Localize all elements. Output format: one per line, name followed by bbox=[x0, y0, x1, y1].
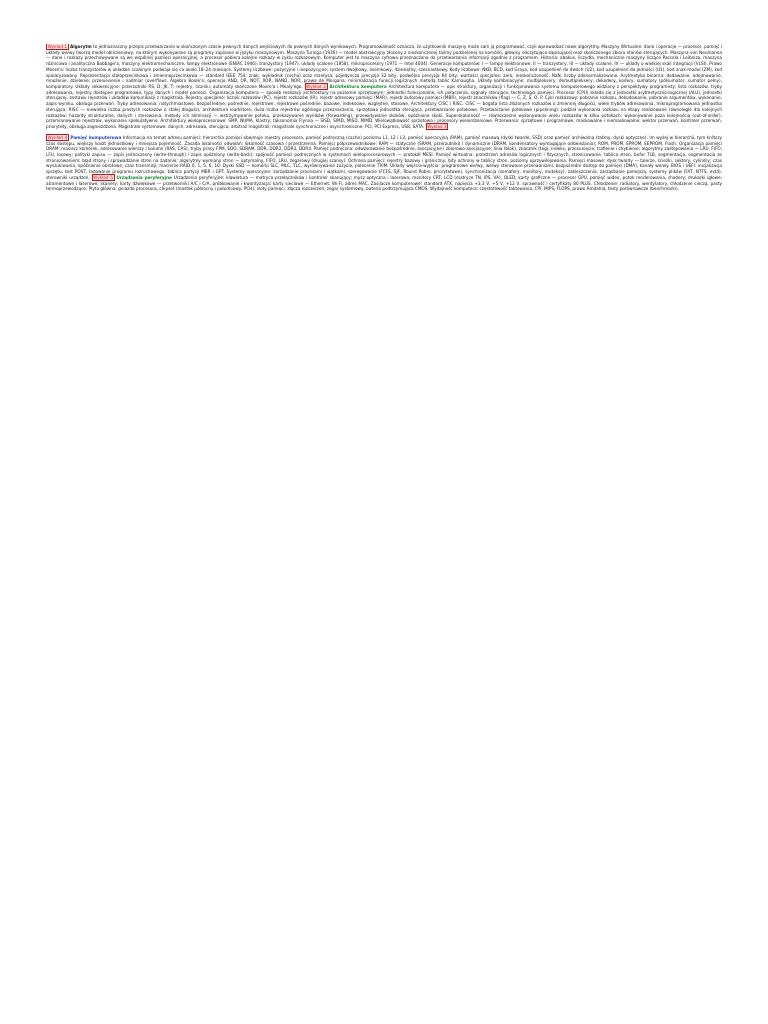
lecture-link[interactable]: Wykład 2 bbox=[306, 84, 327, 90]
section-title: Algorytm bbox=[69, 44, 92, 49]
lecture-link[interactable]: Wykład 5 bbox=[93, 174, 114, 180]
paragraph-text: to jednoznaczny przepis przetwarzania w skończonym czasie pewnych danych wejściowych do pewnych danych wynikowych. Programowalność oznacza, że użytkownik maszyny może sam ją programować, czyli wprowadzać nowe algorytmy. Maszyny Wirtualne: dane i operacje — procesor, pamięć i układy we/wy tworzą model obliczeniowy, na którym wykonywane są programy zapisane w języku maszynowym. Maszyna Turinga (1936) — model abstrakcyjny złożony z nieskończonej taśmy podzielonej na komórki, głowicy odczytująco-zapisującej oraz skończonego zbioru stanów sterujących. Maszyna von Neumanna — dane i rozkazy przechowywane są we wspólnej pamięci operacyjnej, a procesor pobiera kolejne rozkazy w cyklu rozkazowym. Komputer jest to maszyna cyfrowa przeznaczona do przetwarzania informacji zgodnie z programem. Historia: abakus, liczydła, mechaniczne maszyny liczące Pascala i Leibniza, maszyna różnicowa i analityczna Babbage'a, maszyny elektromechaniczne, lampy elektronowe (ENIAC 1946), tranzystory (1947), układy scalone (1958), mikroprocesory (1971 — Intel 4004). Generacje komputerów: I — lampy elektronowe, II — tranzystory, III — układy scalone, IV — układy o wielkiej skali integracji (VLSI). Prawo Moore'a: liczba tranzystorów w układzie scalonym podwaja się co około 18–24 miesiące. Systemy liczbowe: pozycyjne i niepozycyjne; system dwójkowy, ósemkowy, dziesiętny, szesnastkowy. Kody liczbowe: NKB, BCD, kod Graya, kod uzupełnień do dwóch (U2), kod uzupełnień do jedności (U1), kod znak-moduł (ZM), kod spolaryzowany. Reprezentacja stałoprzecinkowa i zmiennoprzecinkowa — standard IEEE 754: znak, wykładnik (cecha) oraz mantysa; pojedyncza precyzja 32 bity, podwójna precyzja 64 bity; wartości specjalne: zero, nieskończoność, NaN, liczby zdenormalizowane. Arytmetyka binarna: dodawanie, odejmowanie, mnożenie, dzielenie; przeniesienie i nadmiar (overflow). Algebra Boole'a: operacje AND, OR, NOT, XOR, NAND, NOR; prawa de Morgana; minimalizacja funkcji logicznych metodą tablic Karnaugha. Układy kombinacyjne: multipleksery, demultipleksery, dekodery, kodery, sumatory (półsumator, sumator pełny), komparatory. Układy sekwencyjne: przerzutniki RS, D, JK, T; rejestry, liczniki, automaty skończone Moore'a i Mealy'ego. bbox=[46, 44, 722, 90]
document-page bbox=[46, 44, 722, 994]
lecture-notes-block-2 bbox=[46, 135, 722, 192]
paragraph-text: Architektura komputera — opis struktury, organizacji i funkcjonowania systemu komputerowego widziany z perspektywy programisty: lista rozkazów, tryby adresowania, rejestry dostępne programowo, typy danych i model pamięci. Organizacja komputera — sposób realizacji architektury na poziomie sprzętowym: jednostki funkcjonalne, ich połączenia, sygnały sterujące, technologia pamięci. Procesor (CPU) składa się z jednostki arytmetyczno-logicznej (ALU), jednostki sterującej, zestawu rejestrów i układów komunikacji z magistralą. Rejestry specjalne: licznik rozkazów (PC), rejestr rozkazów (IR), rejestr adresowy pamięci (MAR), rejestr buforowy pamięci (MBR), rejestr znaczników (flag) — C, Z, S, O, P. Cykl rozkazowy: pobranie rozkazu, dekodowanie, pobranie argumentów, wykonanie, zapis wyniku, obsługa przerwań. Tryby adresowania: natychmiastowe, bezpośrednie, pośrednie, rejestrowe, rejestrowe pośrednie, bazowe, indeksowe, względne, stosowe. Architektury CISC i RISC: CISC — bogata lista złożonych rozkazów o zmiennej długości, wiele trybów adresowania, mikroprogramowana jednostka sterująca; RISC — niewielka liczba prostych rozkazów o stałej długości, architektura load/store, duża liczba rejestrów ogólnego przeznaczenia, sprzętowa jednostka sterująca, przetwarzanie potokowe. Przetwarzanie potokowe (pipelining): podział wykonania rozkazu na etapy realizowane równolegle dla kolejnych rozkazów; hazardy strukturalne, danych i sterowania; metody ich eliminacji — wstrzymywanie potoku, przekazywanie wyników (forwarding), przewidywanie skoków, opóźnione skoki. Superskalarność — równoczesne wykonywanie wielu rozkazów w kilku potokach; wykonywanie poza kolejnością (out-of-order), przemianowanie rejestrów, wykonanie spekulatywne. Architektury wieloprocesorowe: SMP, NUMA, klastry; taksonomia Flynna — SISD, SIMD, MISD, MIMD. Wielowątkowość sprzętowa i procesory wielordzeniowe. Przerwania: sprzętowe i programowe, maskowalne i niemaskowalne; wektor przerwań, kontroler przerwań, priorytety, obsługa zagnieżdżona. Magistrale systemowe: danych, adresowa, sterująca; arbitraż magistrali; magistrale synchroniczne i asynchroniczne; PCI, PCI Express, USB, SATA. bbox=[46, 84, 722, 130]
lecture-label[interactable]: Wykład 4 bbox=[47, 134, 68, 140]
paragraph bbox=[46, 44, 722, 130]
paragraph-text: Urządzenia peryferyjne: klawiatura — matryca przełączników i kontroler skanujący; mysz optyczna i laserowa; monitory CRT, LCD (matryce TN, IPS, VA), OLED; karty graficzne — procesor GPU, pamięć wideo, potok renderowania, shadery; drukarki igłowe, atramentowe i laserowe; skanery; karty dźwiękowe — przetworniki A/C i C/A, próbkowanie i kwantyzacja; karty sieciowe — Ethernet, Wi-Fi, adres MAC. Zasilacze komputerowe: standard ATX, napięcia +3,3 V, +5 V, +12 V, sprawność i certyfikaty 80 PLUS. Chłodzenie: radiatory, wentylatory, chłodzenie cieczą, pasty termoprzewodzące. Płyta główna: gniazdo procesora, chipset (mostek północny i południowy, PCH), sloty pamięci, złącza rozszerzeń, zegar systemowy, bateria podtrzymująca CMOS. Wydajność komputera: częstotliwość taktowania, CPI, MIPS, FLOPS, prawo Amdahla, testy porównawcze (benchmarki). bbox=[46, 174, 722, 192]
lecture-notes-block-1 bbox=[46, 44, 722, 130]
section-title: Urządzenia peryferyjne bbox=[116, 174, 172, 180]
paragraph bbox=[46, 135, 722, 192]
lecture-label[interactable]: Wykład 1 bbox=[47, 44, 68, 49]
lecture-link[interactable]: Wykład 3 bbox=[427, 124, 447, 130]
paragraph-text: Informacja na temat adresu pamięci: hierarchia pamięci obejmuje rejestry procesora, pamięć podręczną (cache) poziomu L1, L2 i L3, pamięć operacyjną (RAM), pamięć masową (dyski twarde, SSD) oraz pamięć archiwalną (taśmy, dyski optyczne). Im wyżej w hierarchii, tym krótszy czas dostępu, większy koszt jednostkowy i mniejsza pojemność. Zasada lokalności odwołań: lokalność czasowa i przestrzenna. Pamięci półprzewodnikowe: RAM — statyczne (SRAM, przerzutniki) i dynamiczne (DRAM, kondensatory wymagające odświeżania); ROM, PROM, EPROM, EEPROM, Flash. Organizacja pamięci DRAM: macierz komórek, adresowanie wierszy i kolumn (RAS, CAS), tryby pracy FPM, EDO, SDRAM, DDR, DDR2, DDR3, DDR4. Pamięć podręczna: odwzorowanie bezpośrednie, asocjacyjne i zbiorowo-asocjacyjne; linia (blok), znacznik (tag), indeks, przesunięcie; trafienie i chybienie; algorytmy zastępowania — LRU, FIFO, LFU, losowy; polityki zapisu — zapis jednoczesny (write-through) i zapis opóźniony (write-back); spójność pamięci podręcznych w systemach wieloprocesorowych — protokół MESI. Pamięć wirtualna: przestrzeń adresów logicznych i fizycznych, stronicowanie, tablica stron, bufor TLB, segmentacja, segmentacja ze stronicowaniem; błąd strony i sprowadzanie stron na żądanie; algorytmy wymiany stron — optymalny, FIFO, LRU, zegarowy (drugiej szansy). Ochrona pamięci: rejestry bazowy i graniczny, bity ochrony w tablicy stron, poziomy uprzywilejowania. Pamięci masowe: dysk twardy — talerze, ścieżki, sektory, cylindry; czas wyszukiwania, opóźnienie obrotowe, czas transmisji; macierze RAID 0, 1, 5, 6, 10. Dyski SSD — komórki SLC, MLC, TLC, wyrównywanie zużycia, polecenie TRIM. Układy wejścia-wyjścia: programowe we/wy, we/wy sterowane przerwaniami, bezpośredni dostęp do pamięci (DMA), kanały we/wy. BIOS i UEFI: inicjalizacja sprzętu, test POST, ładowanie programu rozruchowego, tablica partycji MBR i GPT. Systemy operacyjne: zarządzanie procesami i wątkami, szeregowanie (FCFS, SJF, Round Robin, priorytetowe), synchronizacja (semafory, monitory, muteksy), zakleszczenia, zarządzanie pamięcią, systemy plików (FAT, NTFS, ext4), sterowniki urządzeń. bbox=[46, 134, 722, 180]
section-title: Pamięć komputerowa bbox=[70, 134, 122, 140]
section-title: Architektura komputera bbox=[329, 84, 387, 90]
